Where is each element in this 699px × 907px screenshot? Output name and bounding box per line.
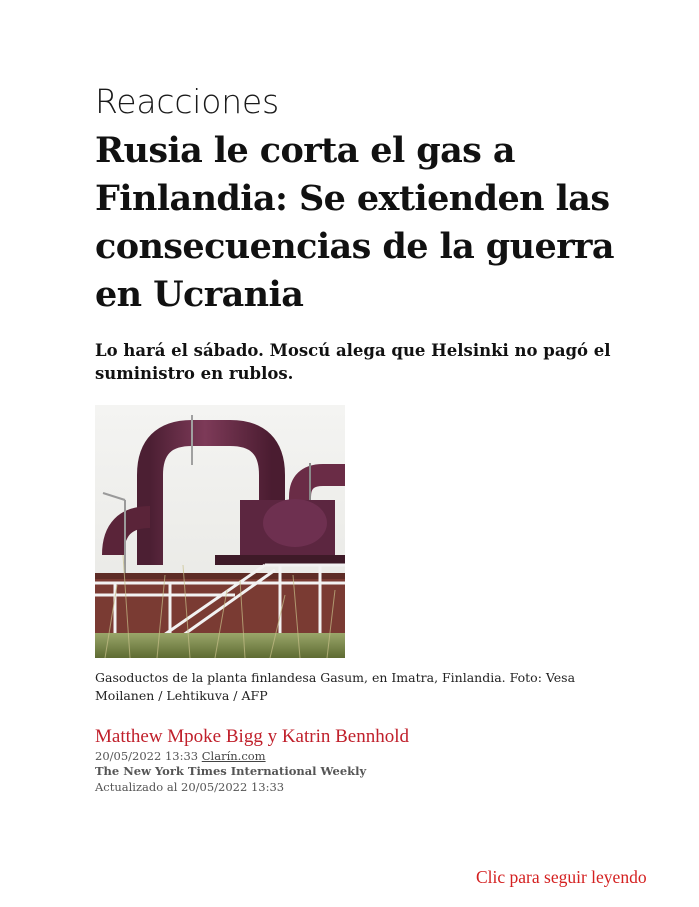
article-photo bbox=[95, 405, 345, 658]
photo-caption: Gasoductos de la planta finlandesa Gasum, en Imatra, Finlandia. Foto: Vesa Moilanen / Lehtikuva / AFP bbox=[95, 670, 576, 703]
source-link[interactable]: Clarín.com bbox=[201, 749, 266, 763]
article-headline: Rusia le corta el gas a Finlandia: Se extienden las consecuencias de la guerra en Ucrania bbox=[95, 130, 614, 315]
updated-date: Actualizado al 20/05/2022 13:33 bbox=[95, 780, 285, 794]
publish-date: 20/05/2022 13:33 bbox=[95, 749, 199, 763]
continue-reading-link[interactable]: Clic para seguir leyendo bbox=[476, 867, 647, 887]
article-kicker: Reacciones bbox=[95, 82, 280, 121]
publish-meta bbox=[95, 749, 266, 764]
author-byline[interactable]: Matthew Mpoke Bigg y Katrin Bennhold bbox=[95, 726, 409, 747]
publication-name: The New York Times International Weekly bbox=[95, 764, 367, 778]
article-subheadline: Lo hará el sábado. Moscú alega que Helsinki no pagó el suministro en rublos. bbox=[95, 341, 611, 383]
